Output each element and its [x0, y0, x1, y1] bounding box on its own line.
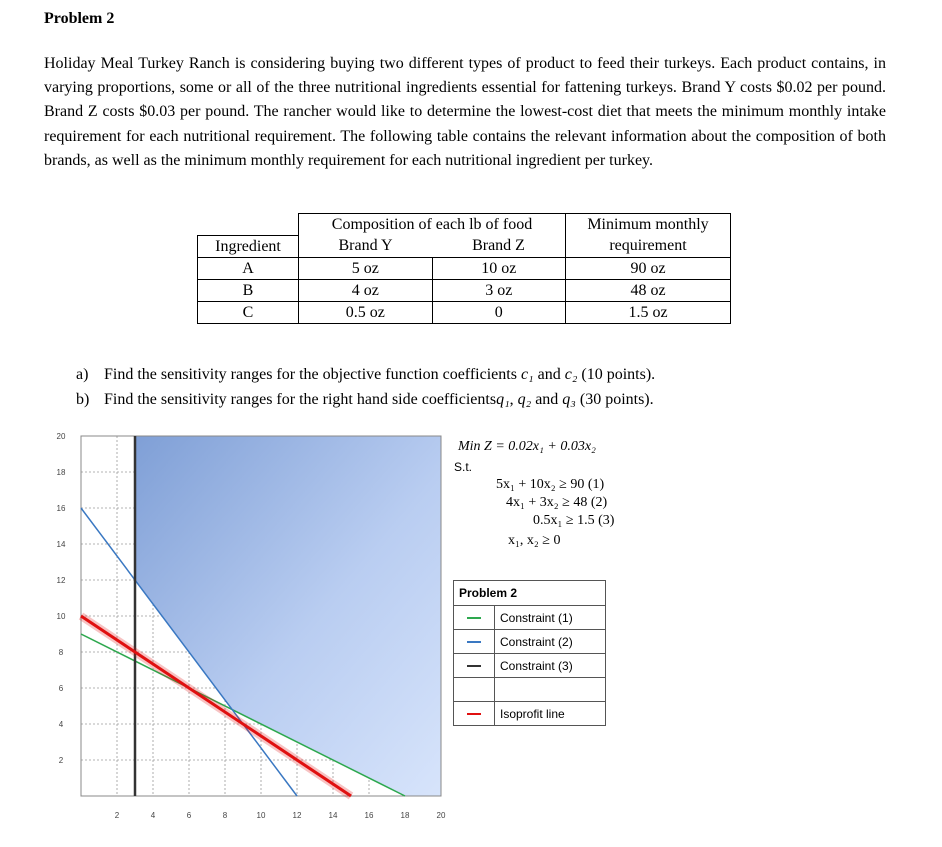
y-tick-label: 16: [56, 504, 66, 513]
constraint-3-eq: 0.5x₁ ≥ 1.5 (3): [533, 513, 615, 528]
question-a-label: a): [76, 366, 89, 383]
question-a-c1: c₁: [520, 366, 534, 383]
question-b-text: Find the sensitivity ranges for the right hand side coefficients: [104, 391, 497, 408]
y-tick-label: 20: [56, 432, 66, 441]
question-b-comma: ,: [509, 391, 518, 408]
y-tick-label: 8: [58, 648, 64, 657]
nonnegativity-eq: x₁, x₂ ≥ 0: [508, 533, 561, 548]
legend-item: [454, 678, 606, 702]
question-b-q2: q₂: [517, 391, 532, 408]
x-axis-ticks: [115, 811, 446, 820]
x-tick-label: 18: [400, 811, 410, 820]
table-corner: [198, 214, 299, 236]
legend-label: Isoprofit line: [495, 702, 606, 726]
group-header: Composition of each lb of food: [299, 214, 566, 236]
legend-swatch-dark: [467, 665, 481, 667]
cell-y: 4 oz: [299, 279, 433, 301]
legend-swatch-red: [467, 713, 481, 715]
question-b-q1: q₁: [496, 391, 510, 408]
question-a: [76, 366, 655, 384]
legend-label: [495, 678, 606, 702]
lp-chart: [0, 420, 450, 840]
y-tick-label: 6: [58, 684, 64, 693]
cell-min: 48 oz: [566, 279, 731, 301]
question-a-c2: c₂: [564, 366, 578, 383]
problem-title: Problem 2: [44, 10, 115, 27]
constraint-1-eq: 5x₁ + 10x₂ ≥ 90 (1): [496, 477, 605, 492]
question-a-and: and: [533, 366, 565, 383]
x-tick-label: 2: [114, 811, 120, 820]
table-row: [198, 301, 731, 323]
cell-min: 90 oz: [566, 257, 731, 279]
legend-item: [454, 606, 606, 630]
x-tick-label: 14: [328, 811, 338, 820]
x-tick-label: 20: [436, 811, 446, 820]
objective-function: Min Z = 0.02x₁ + 0.03x₂: [458, 439, 596, 454]
y-tick-label: 10: [56, 612, 66, 621]
legend-item: [454, 654, 606, 678]
constraint-2-eq: 4x₁ + 3x₂ ≥ 48 (2): [506, 495, 608, 510]
table-row: [198, 279, 731, 301]
col-brand-y: Brand Y: [299, 235, 433, 257]
y-tick-label: 2: [58, 756, 64, 765]
cell-min: 1.5 oz: [566, 301, 731, 323]
question-b: [76, 391, 654, 409]
y-axis-ticks: [57, 432, 66, 765]
legend-label: Constraint (1): [495, 606, 606, 630]
question-b-points: (30 points).: [575, 391, 654, 408]
cell-y: 0.5 oz: [299, 301, 433, 323]
subject-to-label: S.t.: [454, 460, 473, 474]
legend-title: Problem 2: [454, 581, 606, 606]
question-b-and: and: [531, 391, 563, 408]
legend-swatch-blue: [467, 641, 481, 643]
y-tick-label: 4: [58, 720, 64, 729]
cell-y: 5 oz: [299, 257, 433, 279]
question-b-label: b): [76, 391, 90, 408]
legend-swatch-green: [467, 617, 481, 619]
composition-table: [197, 213, 731, 324]
cell-z: 0: [432, 301, 566, 323]
min-header-1: Minimum monthly: [566, 214, 731, 236]
cell-ingredient: C: [198, 301, 299, 323]
table-row: [198, 257, 731, 279]
cell-z: 10 oz: [432, 257, 566, 279]
x-tick-label: 12: [292, 811, 302, 820]
chart-legend: [453, 580, 606, 726]
min-header-2: requirement: [566, 235, 731, 257]
col-brand-z: Brand Z: [432, 235, 566, 257]
x-tick-label: 8: [222, 811, 228, 820]
problem-description: Holiday Meal Turkey Ranch is considering buying two different types of product to feed their turkeys. Each product contains, in varying proportions, some or all of the three nutritional ingredients essential for fattening turkeys. Brand Y costs $0.02 per pound. Brand Z costs $0.03 per pound. The rancher would like to determine the lowest-cost diet that meets the minimum monthly intake requirement for each nutritional requirement. The following table contains the relevant information about the composition of both brands, as well as the minimum monthly requirement for each nutritional ingredient per turkey.: [44, 55, 886, 169]
cell-ingredient: A: [198, 257, 299, 279]
cell-z: 3 oz: [432, 279, 566, 301]
question-b-q3: q₃: [562, 391, 576, 408]
x-tick-label: 10: [256, 811, 266, 820]
legend-label: Constraint (3): [495, 654, 606, 678]
legend-item: [454, 702, 606, 726]
col-ingredient: Ingredient: [198, 235, 299, 257]
x-tick-label: 4: [150, 811, 156, 820]
feasible-region: [135, 436, 441, 796]
y-tick-label: 14: [56, 540, 66, 549]
cell-ingredient: B: [198, 279, 299, 301]
x-tick-label: 16: [364, 811, 374, 820]
question-a-points: (10 points).: [577, 366, 656, 383]
y-tick-label: 12: [56, 576, 66, 585]
legend-item: [454, 630, 606, 654]
legend-label: Constraint (2): [495, 630, 606, 654]
question-a-text: Find the sensitivity ranges for the objective function coefficients: [104, 366, 521, 383]
x-tick-label: 6: [186, 811, 192, 820]
y-tick-label: 18: [56, 468, 66, 477]
